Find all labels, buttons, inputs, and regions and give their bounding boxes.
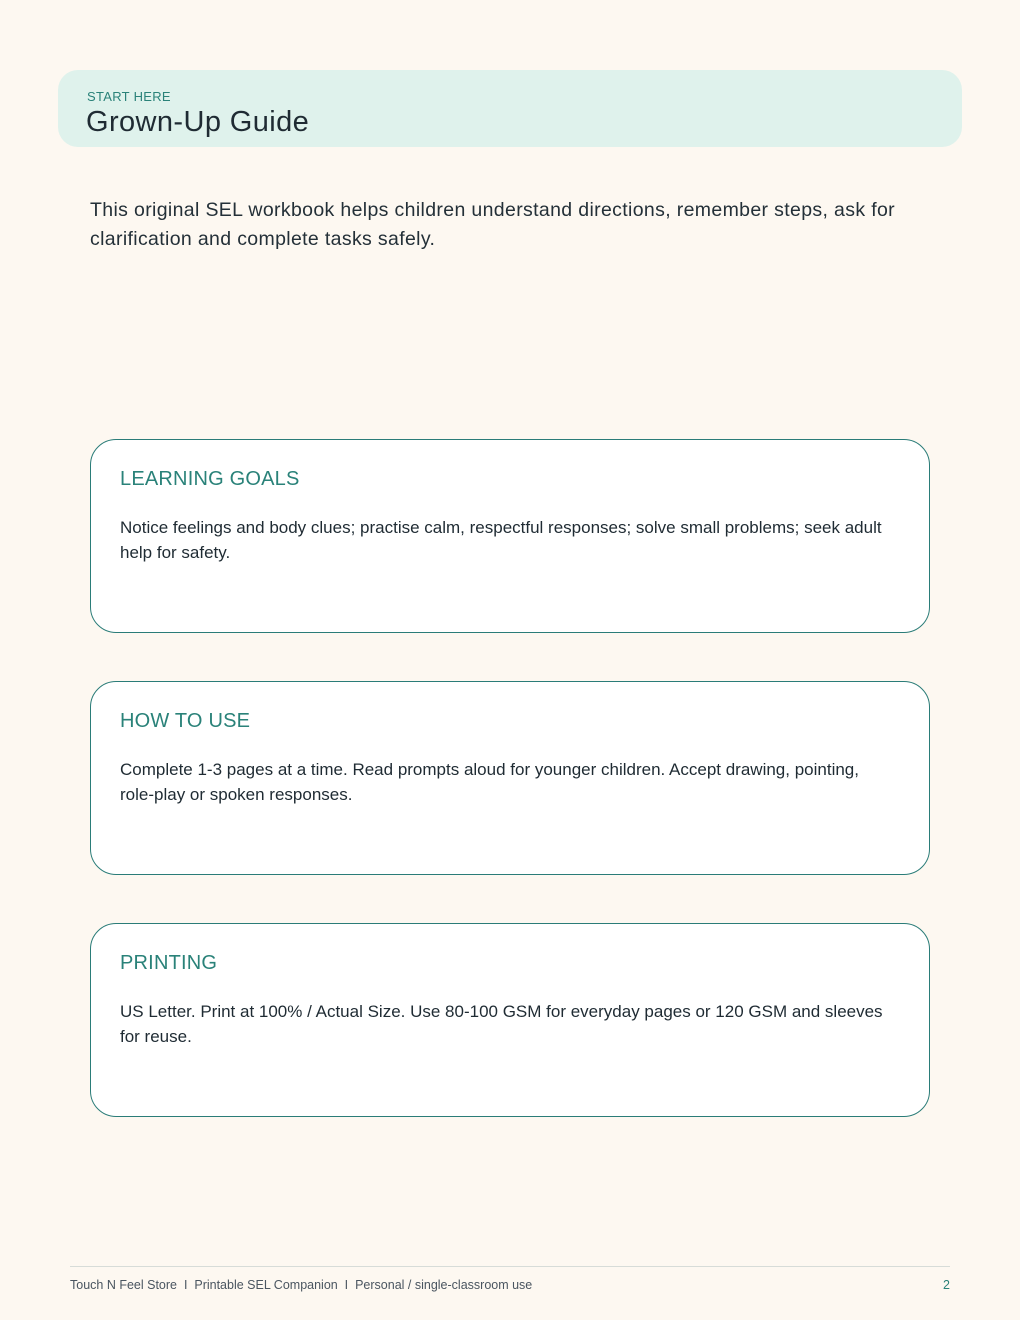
page-title: Grown-Up Guide — [86, 106, 310, 138]
footer-divider — [70, 1266, 950, 1267]
header-band — [58, 70, 962, 147]
learning-goals-card — [90, 439, 930, 633]
learning-goals-body: Notice feelings and body clues; practise calm, respectful responses; solve small problems; seek adult help for safety. — [120, 518, 882, 562]
page-number: 2 — [943, 1278, 950, 1292]
section-eyebrow: START HERE — [87, 89, 171, 104]
intro-paragraph: This original SEL workbook helps children understand directions, remember steps, ask for clarification and complete tasks safely. — [90, 199, 896, 250]
how-to-use-heading: HOW TO USE — [120, 710, 251, 732]
printing-body: US Letter. Print at 100% / Actual Size. Use 80-100 GSM for everyday pages or 120 GSM and sleeves for reuse. — [120, 1002, 883, 1046]
learning-goals-heading: LEARNING GOALS — [120, 468, 300, 490]
printing-card — [90, 923, 930, 1117]
footer-text: Touch N Feel Store I Printable SEL Companion I Personal / single-classroom use — [70, 1278, 533, 1292]
printing-heading: PRINTING — [120, 952, 218, 974]
how-to-use-card — [90, 681, 930, 875]
how-to-use-body: Complete 1-3 pages at a time. Read prompts aloud for younger children. Accept drawing, pointing, role-play or spoken responses. — [120, 760, 859, 804]
